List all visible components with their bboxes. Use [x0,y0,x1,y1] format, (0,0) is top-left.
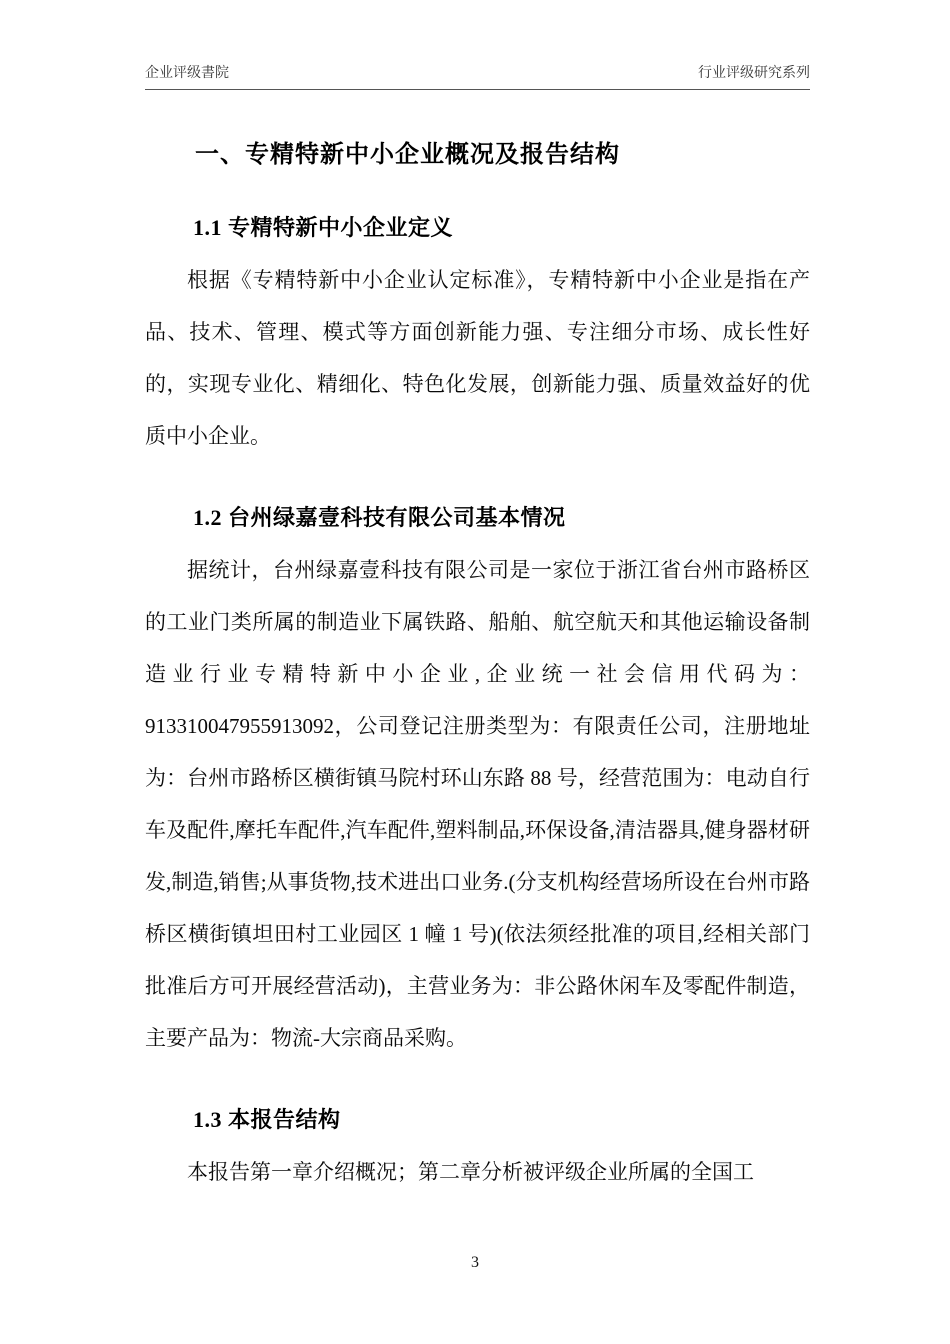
section-1-1-paragraph: 根据《专精特新中小企业认定标准》，专精特新中小企业是指在产品、技术、管理、模式等方面创新能力强、专注细分市场、成长性好的，实现专业化、精细化、特色化发展，创新能力强、质量效益好的优质中小企业。 [145,268,810,448]
section-1-3-title: 1.3 本报告结构 [193,1107,341,1132]
header-left-text: 企业评级書院 [145,66,229,81]
document-content [145,118,810,1198]
section-1-1-title: 1.1 专精特新中小企业定义 [193,215,454,240]
section-1-3-paragraph: 本报告第一章介绍概况；第二章分析被评级企业所属的全国工 [187,1160,754,1184]
chapter-title: 一、专精特新中小企业概况及报告结构 [195,142,620,168]
page-header [145,62,810,90]
section-1-2-title: 1.2 台州绿嘉壹科技有限公司基本情况 [193,505,566,530]
section-1-2-paragraph: 据统计，台州绿嘉壹科技有限公司是一家位于浙江省台州市路桥区的工业门类所属的制造业下属铁路、船舶、航空航天和其他运输设备制造业行业专精特新中小企业,企业统一社会信用代码为：913310047955913092，公司登记注册类型为：有限责任公司，注册地址为：台州市路桥区横街镇马院村环山东路 88 号，经营范围为：电动自行车及配件,摩托车配件,汽车配件,塑料制品,环保设备,清洁器具,健身器材研发,制造,销售;从事货物,技术进出口业务.(分支机构经营场所设在台州市路桥区横街镇坦田村工业园区 1 幢 1 号)(依法须经批准的项目,经相关部门批准后方可开展经营活动)，主营业务为：非公路休闲车及零配件制造，主要产品为：物流-大宗商品采购。 [145,558,810,1050]
header-right-text: 行业评级研究系列 [698,66,810,81]
page-number: 3 [471,1254,479,1271]
